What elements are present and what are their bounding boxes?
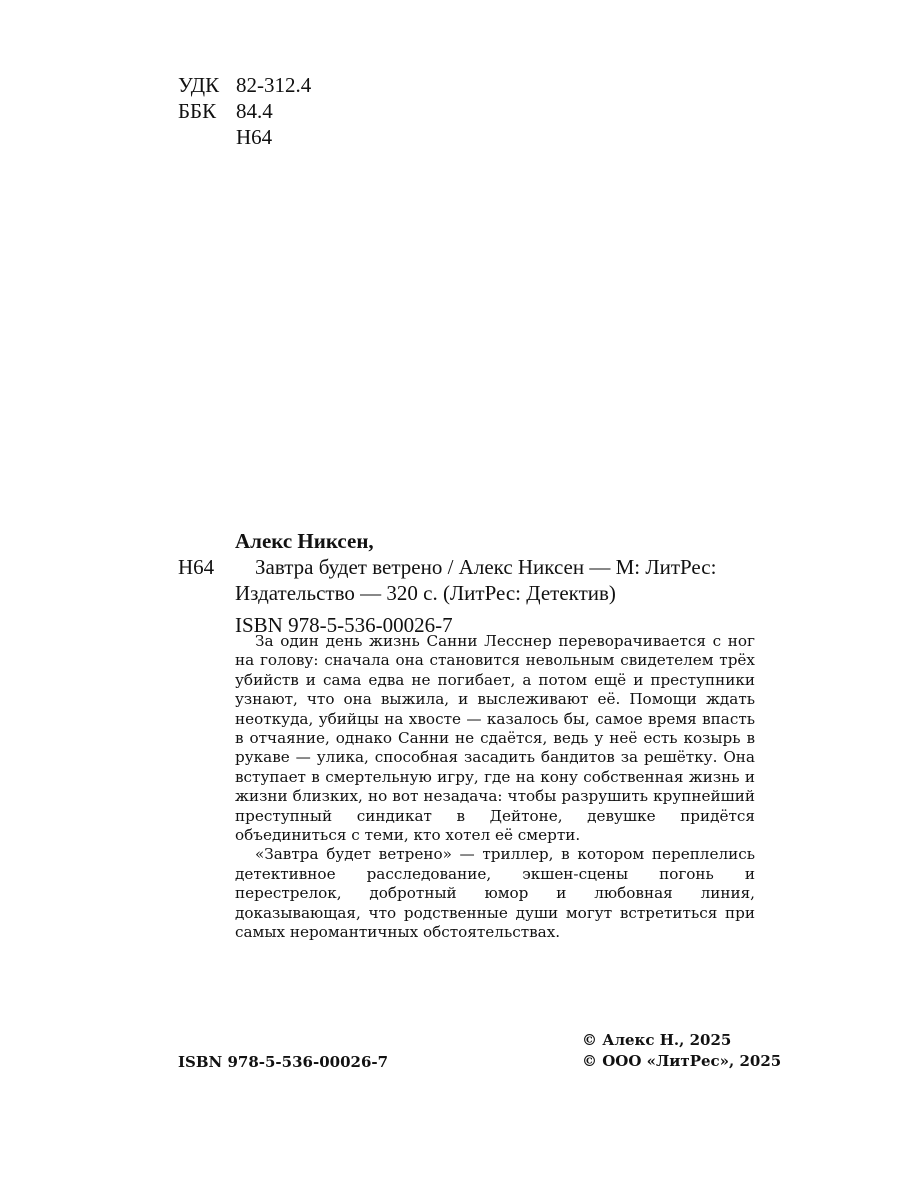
annotation-paragraph: За один день жизнь Санни Лесснер переворачивается с ног на голову: сначала она становится невольным свидетелем трёх убийств и сама едва не погибает, а потом ещё и преступники узнают, что она выжила, и выслеживают её. Помощи ждать неоткуда, убийцы на хвосте — казалось бы, самое время впасть в отчаяние, однако Санни не сдаётся, ведь у неё есть козырь в рукаве — улика, способная засадить бандитов за решётку. Она вступает в смертельную игру, где на кону собственная жизнь и жизни близких, но вот незадача: чтобы разрушить крупнейший преступный синдикат в Дейтоне, девушке придётся объединиться с теми, кто хотел её смерти. bbox=[235, 632, 755, 845]
footer-isbn: ISBN 978-5-536-00026-7 bbox=[178, 1053, 389, 1071]
udk-row bbox=[178, 72, 311, 98]
bbk-row bbox=[178, 98, 311, 124]
annotation-paragraph: «Завтра будет ветрено» — триллер, в котором переплелись детективное расследование, экшен-сцены погонь и перестрелок, добротный юмор и любовная линия, доказывающая, что родственные души могут встретиться при самых неромантичных обстоятельствах. bbox=[235, 845, 755, 942]
record-code: Н64 bbox=[178, 555, 215, 579]
author-heading: Алекс Никсен, bbox=[235, 529, 374, 553]
annotation bbox=[235, 632, 755, 943]
udk-value: 82-312.4 bbox=[236, 73, 312, 97]
author-sign: Н64 bbox=[236, 125, 273, 149]
author-sign-row bbox=[178, 124, 311, 150]
copyright-block bbox=[582, 1030, 781, 1072]
udk-label: УДК bbox=[178, 73, 220, 97]
classification-block bbox=[178, 72, 311, 150]
bbk-value: 84.4 bbox=[236, 99, 273, 123]
copyright-publisher: © ООО «ЛитРес», 2025 bbox=[582, 1052, 782, 1070]
record-entry bbox=[178, 554, 760, 606]
copyright-author: © Алекс Н., 2025 bbox=[582, 1031, 732, 1049]
record-description: Завтра будет ветрено / Алекс Никсен — М: ЛитРес: Издательство — 320 с. (ЛитРес: Детектив) bbox=[235, 555, 717, 605]
bibliographic-record bbox=[178, 528, 760, 638]
bbk-label: ББК bbox=[178, 99, 217, 123]
record-isbn: ISBN 978-5-536-00026-7 bbox=[235, 613, 453, 637]
